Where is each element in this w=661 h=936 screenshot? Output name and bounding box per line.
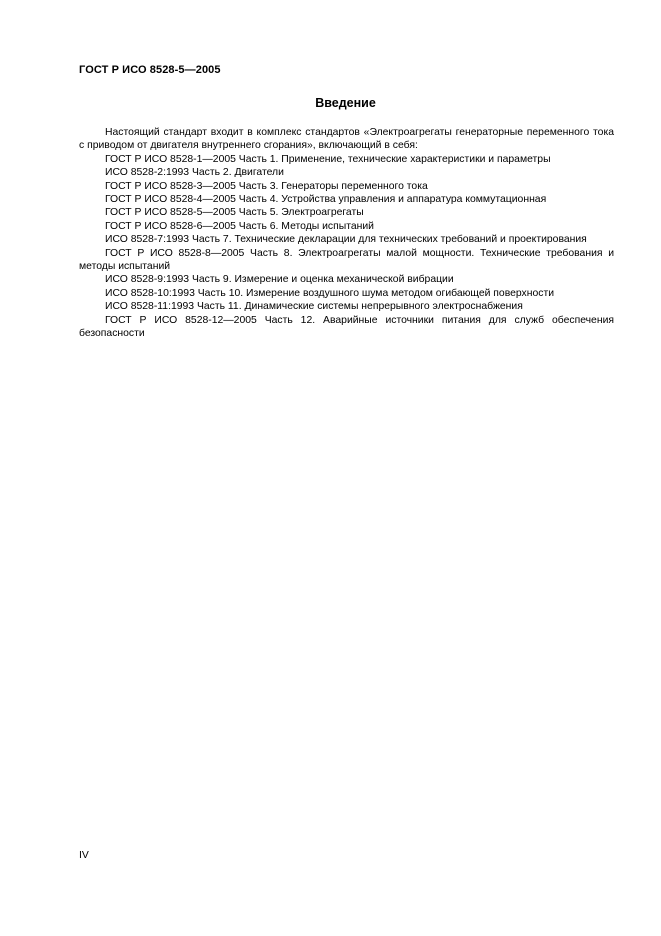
standard-list-item: ГОСТ Р ИСО 8528-3—2005 Часть 3. Генераторы переменного тока bbox=[105, 180, 428, 192]
standard-list-item: ГОСТ Р ИСО 8528-1—2005 Часть 1. Применение, технические характеристики и параметры bbox=[105, 153, 551, 165]
section-title: Введение bbox=[315, 96, 376, 110]
standard-list-item: ГОСТ Р ИСО 8528-6—2005 Часть 6. Методы испытаний bbox=[105, 220, 374, 232]
standard-list-item: ИСО 8528-9:1993 Часть 9. Измерение и оценка механической вибрации bbox=[105, 274, 454, 286]
intro-paragraph: Настоящий стандарт входит в комплекс стандартов «Электроагрегаты генераторные переменного тока с приводом от двигателя внутреннего сгорания», включающий в себя: bbox=[79, 127, 614, 152]
standard-list-item: ИСО 8528-2:1993 Часть 2. Двигатели bbox=[105, 167, 284, 179]
standard-list-item: ГОСТ Р ИСО 8528-12—2005 Часть 12. Аварийные источники питания для служб обеспечения безопасности bbox=[79, 314, 614, 340]
standard-list-item: ГОСТ Р ИСО 8528-8—2005 Часть 8. Электроагрегаты малой мощности. Технические требования и методы испытаний bbox=[79, 247, 614, 273]
standard-list-item: ИСО 8528-7:1993 Часть 7. Технические декларации для технических требований и проектирования bbox=[105, 234, 587, 246]
standard-list-item: ГОСТ Р ИСО 8528-5—2005 Часть 5. Электроагрегаты bbox=[105, 207, 364, 219]
introduction-body bbox=[79, 126, 614, 341]
standard-list-item: ИСО 8528-11:1993 Часть 11. Динамические системы непрерывного электроснабжения bbox=[105, 301, 523, 313]
standard-list-item: ИСО 8528-10:1993 Часть 10. Измерение воздушного шума методом огибающей поверхности bbox=[105, 287, 555, 299]
page-number: IV bbox=[79, 850, 89, 861]
document-header: ГОСТ Р ИСО 8528-5—2005 bbox=[79, 64, 221, 76]
standard-list-item: ГОСТ Р ИСО 8528-4—2005 Часть 4. Устройства управления и аппаратура коммутационная bbox=[105, 194, 547, 206]
